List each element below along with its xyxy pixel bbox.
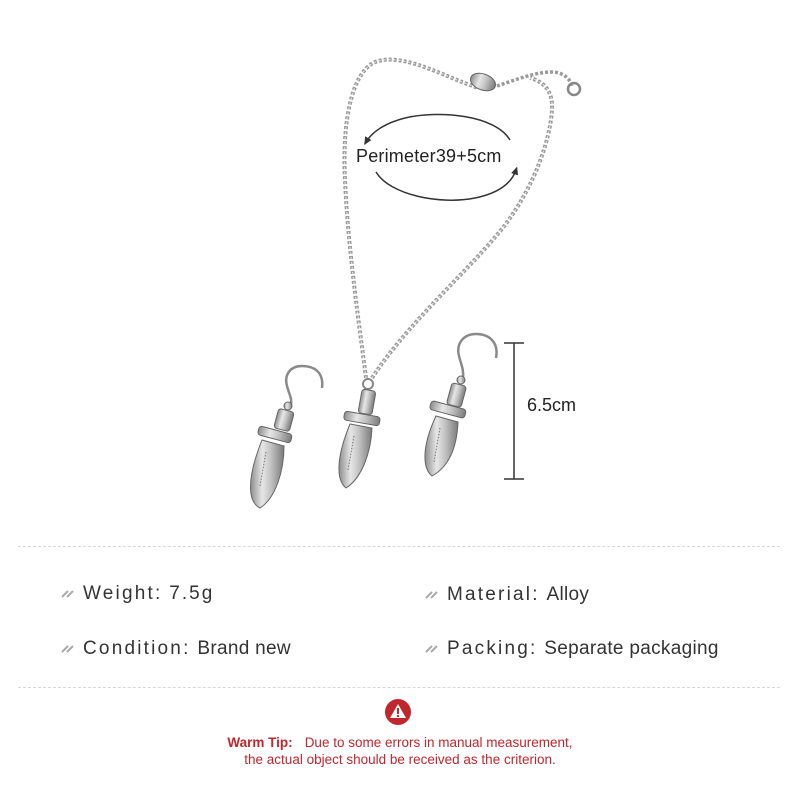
spec-material: [424, 584, 589, 606]
necklace-pendant: [339, 379, 380, 488]
spec-value: Brand new: [197, 638, 291, 659]
length-label: 6.5cm: [527, 395, 577, 415]
spec-key: Packing: [447, 638, 530, 659]
warm-tip-line-1: [0, 734, 800, 751]
spec-packing: [424, 638, 719, 660]
spec-separator: :: [532, 584, 539, 605]
warm-tip-label: Warm Tip:: [227, 735, 293, 750]
spec-key: Weight: [83, 583, 155, 604]
spec-separator: :: [183, 638, 190, 659]
spec-key: Condition: [83, 638, 184, 659]
perimeter-label: Perimeter39+5cm: [356, 146, 502, 166]
spec-value: 7.5g: [169, 583, 215, 604]
perimeter-arrow-bottom: [376, 170, 516, 200]
length-bracket: [504, 343, 524, 479]
spec-value: Separate packaging: [544, 638, 719, 659]
right-earring: [425, 334, 497, 476]
bullet-icon: [424, 590, 440, 600]
spec-condition: [60, 638, 291, 660]
bullet-icon: [424, 644, 440, 654]
bullet-icon: [60, 589, 76, 599]
spec-separator: :: [155, 583, 162, 604]
warm-tip: [0, 734, 800, 768]
perimeter-arrow-top: [366, 114, 510, 142]
spec-key: Material: [447, 584, 533, 605]
warm-tip-text-1: Due to some errors in manual measurement,: [304, 735, 573, 750]
divider-top: [18, 546, 780, 547]
spec-weight: [60, 583, 214, 605]
spec-value: Alloy: [546, 584, 590, 605]
warning-icon: [383, 697, 413, 727]
left-earring: [251, 366, 323, 508]
divider-bottom: [18, 687, 780, 688]
bullet-icon: [60, 644, 76, 654]
necklace-chain: [344, 60, 580, 378]
spec-separator: :: [530, 638, 537, 659]
warm-tip-line-2: the actual object should be received as the criterion.: [244, 752, 556, 767]
